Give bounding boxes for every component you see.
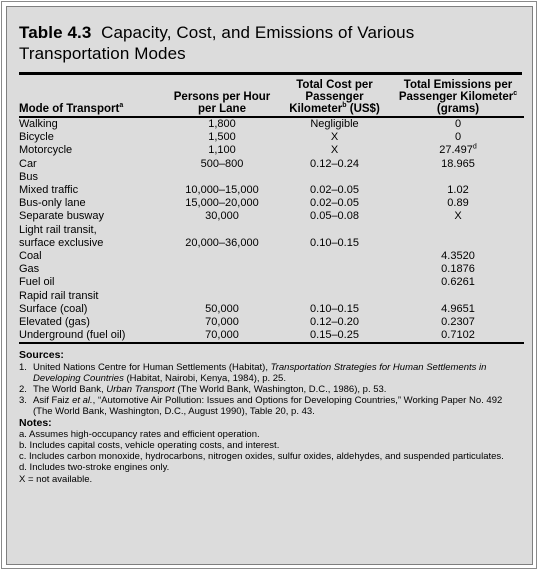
cell-emissions: 0 [454,131,462,144]
data-table [19,75,524,344]
cell-cost: X [330,131,339,144]
cell-persons: 1,100 [208,144,236,157]
sources-list [19,362,522,418]
table-row [19,184,524,197]
notes-heading: Notes: [19,416,52,429]
cell-emissions [392,237,524,250]
cell-mode: Elevated (gas) [19,316,90,329]
note-item: d. Includes two-stroke engines only. [19,462,170,474]
cell-cost [277,250,392,263]
cell-emissions: 0.7102 [441,329,475,342]
cell-mode: Walking [19,118,58,130]
cell-cost [277,276,392,289]
table-row [19,329,524,343]
cell-cost [277,224,392,237]
header-cost: Total Cost per Passenger Kilometer$^b$ (US$) [289,79,380,115]
cell-persons [167,224,277,237]
cell-persons: 50,000 [205,302,239,315]
cell-emissions [392,290,524,303]
cell-cost: 0.10–0.15 [310,236,359,249]
table-row [19,237,524,250]
cell-persons: 15,000–20,000 [185,197,259,210]
table-row [19,263,524,276]
table-row [19,303,524,316]
cell-persons [167,263,277,276]
table-row [19,250,524,263]
cell-mode: Fuel oil [19,276,55,289]
table-row [19,290,524,303]
cell-cost: X [330,144,339,157]
cell-mode: Coal [19,250,42,263]
cell-mode: Bicycle [19,131,54,144]
table-row [19,117,524,131]
cell-cost: 0.05–0.08 [310,210,359,223]
sources-heading: Sources: [19,349,64,362]
cell-persons: 1,500 [208,131,236,144]
cell-mode: surface exclusive [19,236,104,249]
cell-cost: 0.10–0.15 [310,302,359,315]
table-row [19,171,524,184]
cell-persons: 1,800 [208,118,236,130]
cell-mode: Rapid rail transit [19,289,99,302]
table-panel [6,6,533,565]
note-item: a. Assumes high-occupancy rates and efficient operation. [19,428,260,440]
cell-emissions: 0.1876 [441,263,475,276]
table-title-text: Capacity, Cost, and Emissions of Various Transportation Modes [19,23,415,63]
table-row [19,210,524,223]
cell-cost [277,171,392,184]
header-mode: Mode of Transport$^a$ [19,102,124,115]
cell-mode: Mixed traffic [19,184,79,197]
cell-persons [167,171,277,184]
cell-cost: Negligible [310,118,359,130]
notes-list [19,429,522,485]
cell-emissions: 0.89 [447,197,469,210]
cell-emissions: X [454,210,462,223]
cell-mode: Light rail transit, [19,223,97,236]
cell-cost: 0.12–0.24 [310,157,359,170]
source-item: 2. The World Bank, Urban Transport (The World Bank, Washington, D.C., 1986), p. 53. [19,384,387,396]
cell-cost: 0.15–0.25 [310,329,359,342]
cell-emissions: 4.9651 [441,302,475,315]
table-row [19,131,524,144]
table-body [19,117,524,343]
cell-emissions: 1.02 [447,184,469,197]
header-row [19,75,524,117]
cell-persons [167,290,277,303]
cell-persons: 70,000 [205,316,239,329]
cell-mode: Gas [19,263,40,276]
cell-mode: Bus [19,170,38,183]
source-item: 3. Asif Faiz et al., “Automotive Air Pollution: Issues and Options for Developing Countries,” Working Paper No. 492 (The World Bank, Washington, D.C., August 1990), Table 20, p. 43. [19,395,503,418]
table-row [19,158,524,171]
cell-persons [167,276,277,289]
table-row [19,197,524,210]
cell-emissions: 18.965 [441,157,475,170]
header-emissions: Total Emissions per Passenger Kilometer$^c$ (grams) [398,79,518,115]
cell-cost: 0.02–0.05 [310,197,359,210]
cell-persons: 10,000–15,000 [185,184,259,197]
table-row [19,224,524,237]
cell-emissions: 0 [454,118,462,130]
table-row [19,316,524,329]
note-item: X = not available. [19,473,93,485]
cell-mode: Underground (fuel oil) [19,329,126,342]
cell-persons: 500–800 [200,157,244,170]
header-persons: Persons per Hour per Lane [173,91,271,115]
cell-cost: 0.02–0.05 [310,184,359,197]
cell-cost: 0.12–0.20 [310,316,359,329]
cell-emissions: 0.2307 [441,316,475,329]
note-item: b. Includes capital costs, vehicle operating costs, and interest. [19,440,280,452]
cell-mode: Car [19,157,37,170]
cell-cost [277,290,392,303]
cell-emissions: 27.497$^d$ [439,143,477,157]
cell-mode: Surface (coal) [19,302,88,315]
cell-persons [167,250,277,263]
cell-persons: 70,000 [205,329,239,342]
cell-emissions [392,171,524,184]
table-title [19,22,522,64]
cell-cost [277,263,392,276]
table-number: Table 4.3 [19,23,92,42]
page-frame [1,1,537,569]
cell-persons: 30,000 [205,210,239,223]
source-item: 1. United Nations Centre for Human Settlements (Habitat), Transportation Strategies for Human Settlements in Developing Countries (Habitat, Nairobi, Kenya, 1984), p. 25. [19,361,487,384]
table-row [19,276,524,289]
cell-mode: Motorcycle [19,144,73,157]
cell-emissions: 0.6261 [441,276,475,289]
cell-mode: Separate busway [19,210,104,223]
cell-emissions: 4.3520 [441,250,475,263]
footnotes [19,350,522,484]
note-item: c. Includes carbon monoxide, hydrocarbons, nitrogen oxides, sulfur oxides, aldehydes, and suspended particulates. [19,451,504,463]
cell-persons: 20,000–36,000 [185,236,259,249]
cell-emissions [392,224,524,237]
table-row [19,144,524,157]
cell-mode: Bus-only lane [19,197,86,210]
